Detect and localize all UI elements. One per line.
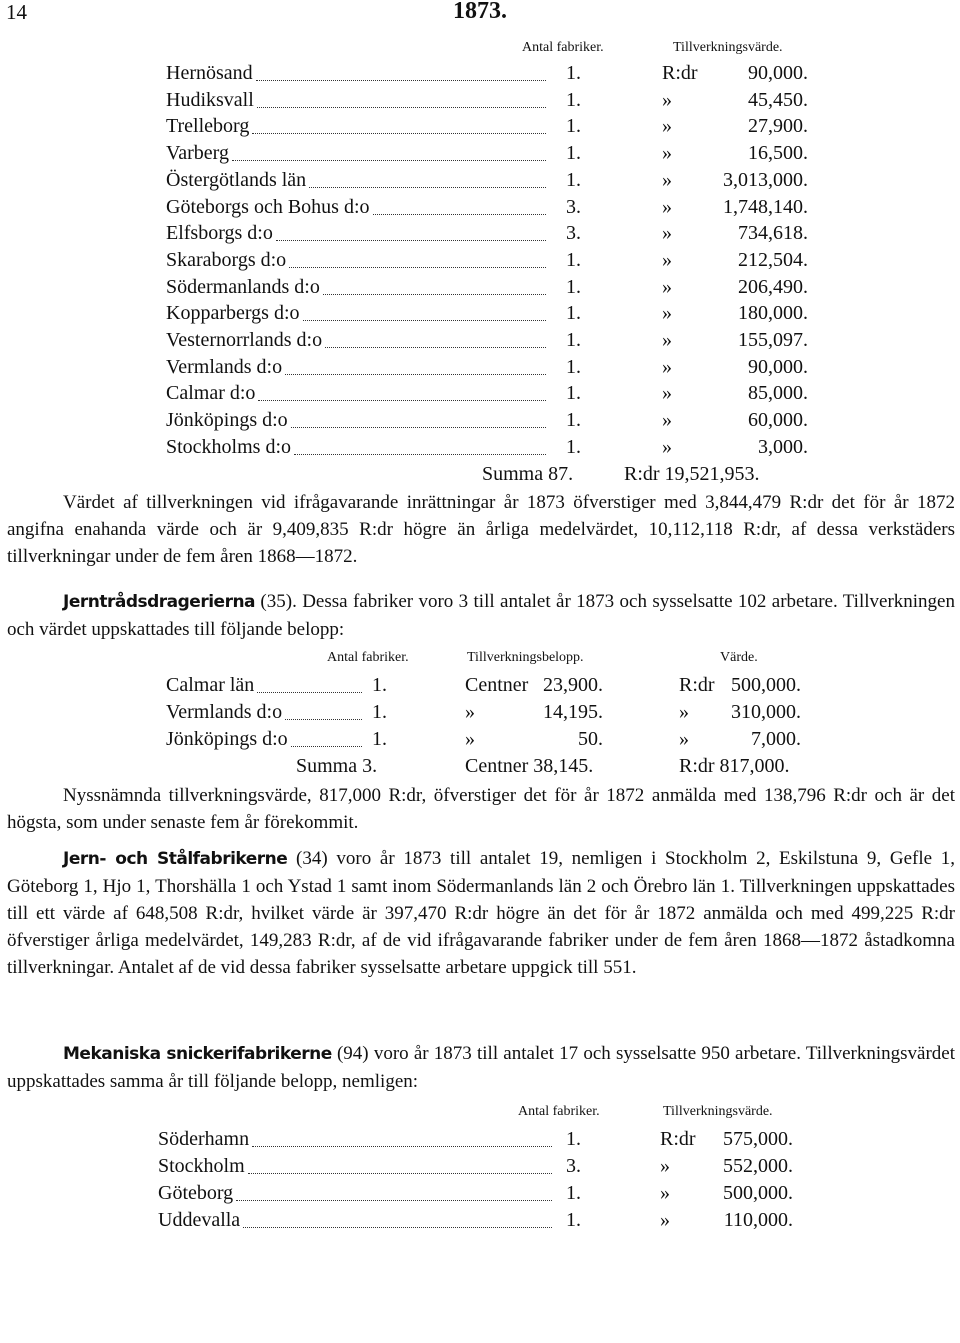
table-row [0,113,960,139]
row-name: Uddevalla [158,1209,241,1231]
row-name: Vesternorrlands d:o [166,329,323,351]
row-value: 45,450. [748,88,808,111]
row-unit: » [660,1182,670,1204]
row-amount: 14,195. [543,701,603,723]
row-count: 1. [566,168,581,191]
leader-dots [289,267,546,268]
leader-dots [236,1200,552,1201]
row-unit: » [662,142,672,165]
row-name: Stockholm [158,1155,245,1177]
table-row [0,380,960,406]
leader-dots [294,454,546,455]
table3-col-value-header: Tillverkningsvärde. [663,1104,773,1119]
row-count: 1. [566,62,581,84]
row-count: 1. [566,1128,581,1150]
paragraph-value-comparison [7,489,955,570]
row-value: 90,000. [748,62,808,84]
paragraph-joinery [7,1040,955,1095]
row-unit: » [662,195,672,218]
leader-dots [257,107,546,108]
row-amount-unit: » [465,728,475,750]
row-count: 1. [372,728,387,750]
row-value: 500,000. [731,674,801,696]
leader-dots [248,1173,552,1174]
row-unit: » [662,275,672,298]
table1-col-value-header: Tillverkningsvärde. [673,40,783,55]
table-row [0,672,960,698]
leader-dots [323,294,546,295]
table-row [0,60,960,86]
table-row [0,87,960,113]
table-row [0,167,960,193]
row-count: 1. [566,435,581,458]
row-unit: R:dr [662,62,698,84]
row-count: 1. [566,1209,581,1231]
row-value: 155,097. [738,329,808,351]
paragraph-text: (35). Dessa fabriker voro 3 till antalet år 1873 och sysselsatte 102 arbetare. Tillverkningen och värdet uppskattades till följande belopp: [7,591,955,640]
table-row [0,274,960,300]
row-count: 1. [566,1182,581,1204]
table2-col-count-header: Antal fabriker. [327,650,409,665]
row-value: 1,748,140. [723,195,808,218]
row-unit: » [662,329,672,351]
table-row [0,247,960,273]
row-count: 1. [566,329,581,351]
row-amount: 23,900. [543,674,603,696]
table-row [0,434,960,460]
row-name: Varberg [166,142,229,165]
row-amount-unit: Centner [465,674,529,696]
row-unit: » [662,115,672,138]
leader-dots [291,746,362,747]
row-name: Vermlands d:o [166,701,283,723]
row-count: 1. [566,382,581,405]
row-count: 1. [566,409,581,432]
paragraph-iron-steel [7,845,955,981]
paragraph-text: (34) voro år 1873 till antalet 19, nemligen i Stockholm 2, Eskilstuna 9, Gefle 1, Göteborg 1, Hjo 1, Thorshälla 1 och Ystad 1 samt inom Södermanlands län 2 och Örebro län 1. Tillverkningen uppskattades till ett värde af 648,508 R:dr, hvilket värde är 397,470 R:dr högre än det för år 1872 anmälda och med 499,225 R:dr öfverstiger årliga medelvärdet, 149,283 R:dr, af de vid ifrågavarande fabriker under de fem åren 1868—1872 åstadkomna tillverkningar. Antalet af de vid dessa fabriker sysselsatte arbetare uppgick till 551. [7,848,955,978]
table1-sum-value: R:dr 19,521,953. [624,463,760,485]
leader-dots [303,320,546,321]
table-row [0,140,960,166]
row-value: 27,900. [748,115,808,138]
table-row [0,1153,960,1179]
table-row [0,1126,960,1152]
row-unit: » [662,302,672,325]
table3-col-count-header: Antal fabriker. [518,1104,600,1119]
table-row [0,407,960,433]
row-name: Jönköpings d:o [166,409,288,432]
row-count: 1. [566,355,581,378]
leader-dots [252,133,546,134]
row-name: Hudiksvall [166,88,254,111]
row-value-unit: » [679,701,689,723]
leader-dots [243,1227,552,1228]
paragraph-text: (94) voro år 1873 till antalet 17 och sysselsatte 950 arbetare. Tillverkningsvärdet uppskattades samma år till följande belopp, nemligen: [7,1043,956,1092]
leader-dots [309,187,546,188]
row-unit: » [662,248,672,271]
row-name: Elfsborgs d:o [166,222,273,245]
row-name: Östergötlands län [166,168,307,191]
row-count: 1. [566,302,581,325]
leader-dots [232,160,546,161]
row-name: Calmar d:o [166,382,256,405]
table2-sum-amount: Centner 38,145. [465,755,594,777]
table-row [0,354,960,380]
row-unit: » [660,1209,670,1231]
row-count: 1. [566,88,581,111]
row-name: Hernösand [166,62,253,84]
leader-dots [257,692,362,693]
table2-col-amount-header: Tillverkningsbelopp. [467,650,584,665]
table-row [0,1207,960,1233]
row-value: 575,000. [723,1128,793,1150]
row-value: 310,000. [731,701,801,723]
row-unit: » [662,382,672,405]
row-unit: » [662,355,672,378]
row-count: 1. [566,142,581,165]
section-heading: Mekaniska snickerifabrikerne [63,1044,332,1064]
row-unit: » [662,409,672,432]
row-value: 206,490. [738,275,808,298]
row-name: Göteborgs och Bohus d:o [166,195,370,218]
row-name: Söderhamn [158,1128,250,1150]
paragraph-wire-drawing [7,588,955,643]
row-name: Calmar län [166,674,255,696]
table2-sum-value: R:dr 817,000. [679,755,790,777]
table-row [0,1180,960,1206]
row-count: 3. [566,222,581,245]
row-name: Stockholms d:o [166,435,292,458]
leader-dots [285,719,362,720]
table1-col-count-header: Antal fabriker. [522,40,604,55]
table2-col-value-header: Värde. [720,650,758,665]
row-value: 60,000. [748,409,808,432]
table-row [0,194,960,220]
row-value: 85,000. [748,382,808,405]
table-row [0,726,960,752]
row-value: 7,000. [751,728,801,750]
row-unit: » [662,222,672,245]
row-value: 3,000. [758,435,808,458]
page-number: 14 [6,0,27,24]
row-value: 212,504. [738,248,808,271]
leader-dots [276,240,546,241]
row-count: 1. [372,674,387,696]
row-amount: 50. [578,728,603,750]
section-heading: Jern- och Stålfabrikerne [63,849,288,869]
section-heading: Jerntrådsdragerierna [63,592,256,612]
row-amount-unit: » [465,701,475,723]
leader-dots [258,400,546,401]
row-value: 3,013,000. [723,168,808,191]
table-row [0,220,960,246]
row-count: 1. [566,115,581,138]
row-unit: » [660,1155,670,1177]
page-year-heading: 1873. [453,0,507,24]
paragraph-wire-summary [7,782,955,836]
row-value: 734,618. [738,222,808,245]
row-unit: » [662,88,672,111]
row-count: 1. [566,248,581,271]
leader-dots [256,80,546,81]
row-value-unit: R:dr [679,674,715,696]
paragraph-text: Värdet af tillverkningen vid ifrågavarande inrättningar år 1873 öfverstiger med 3,844,479 R:dr det för år 1872 angifna enahanda värde och är 9,409,835 R:dr högre än årliga medelvärdet, 10,112,118 R:dr, af dessa verkstäders tillverkningar under de fem åren 1868—1872. [7,492,955,567]
row-value: 180,000. [738,302,808,325]
leader-dots [325,347,546,348]
row-count: 1. [372,701,387,723]
leader-dots [252,1146,552,1147]
row-name: Skaraborgs d:o [166,248,287,271]
row-count: 1. [566,275,581,298]
row-value-unit: » [679,728,689,750]
row-value: 90,000. [748,355,808,378]
row-value: 500,000. [723,1182,793,1204]
table-row [0,300,960,326]
paragraph-text: Nyssnämnda tillverkningsvärde, 817,000 R:dr, öfverstiger det för år 1872 anmälda med 138,796 R:dr och är det högsta, som under senaste fem år förekommit. [7,785,955,833]
row-unit: » [662,168,672,191]
row-name: Jönköpings d:o [166,728,288,750]
table2-sum-label: Summa 3. [296,755,378,777]
row-name: Vermlands d:o [166,355,283,378]
row-value: 16,500. [748,142,808,165]
leader-dots [373,214,546,215]
leader-dots [291,427,546,428]
row-unit: R:dr [660,1128,696,1150]
leader-dots [285,374,546,375]
row-value: 552,000. [723,1155,793,1177]
row-name: Södermanlands d:o [166,275,320,298]
row-count: 3. [566,195,581,218]
row-value: 110,000. [723,1209,793,1231]
table-row [0,327,960,353]
row-unit: » [662,435,672,458]
table1-sum-label: Summa 87. [482,463,574,485]
row-name: Kopparbergs d:o [166,302,300,325]
table-row [0,699,960,725]
row-name: Trelleborg [166,115,250,138]
row-count: 3. [566,1155,581,1177]
row-name: Göteborg [158,1182,234,1204]
